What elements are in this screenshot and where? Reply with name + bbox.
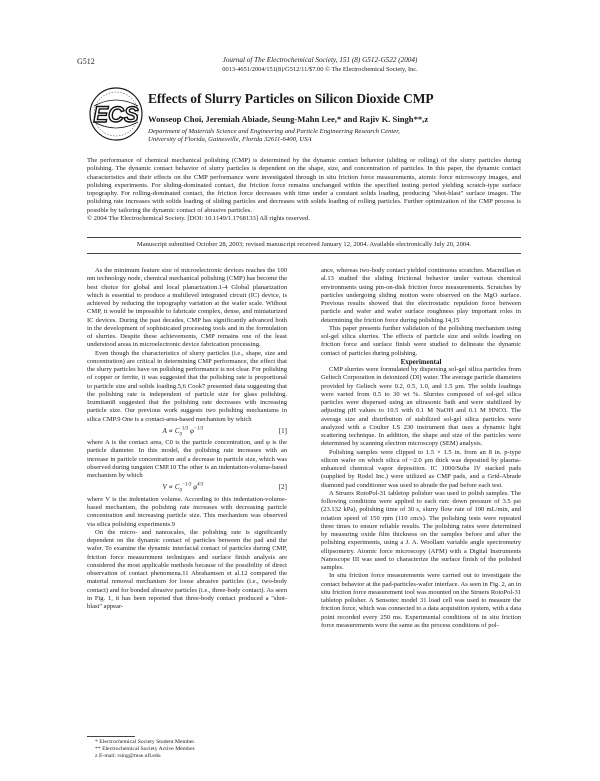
ecs-logo bbox=[88, 86, 144, 142]
footnote-email: z E-mail: rsing@mse.ufl.edu bbox=[95, 753, 161, 760]
ecs-logo-graphic bbox=[88, 86, 144, 142]
experimental-paragraph-2: Polishing samples were clipped to 1.5 × 1.5 in. from an 8 in. p-type silicon wafer on which silica of ~2.0 μm thick was deposited by plasma-enhanced chemical vapor deposition. IC 1000/Suba IV stacked pads (supplied by Rodel Inc.) were utilized as CMP pads, and a Grid-Abrade diamond pad conditioner was used to abrade the pad before each test. bbox=[321, 448, 521, 489]
footnote-active-member: ** Electrochemical Society Active Member. bbox=[95, 746, 196, 753]
equation-2-number: [2] bbox=[278, 483, 287, 492]
abstract-text: The performance of chemical mechanical polishing (CMP) is determined by the dynamic contact behavior (sliding or rolling) of the slurry particles during polishing. The dynamic contact behavior of slurry particles is dependent on the shape, size, and concentration of particles. In this paper, the dynamic contact characteristics and their effects on the CMP performance were investigated through in situ friction force measurements, atomic force microscopy images, and polishing experiments. For sliding-dominated contact, the friction force remains unchanged within the specified testing period yielding scratch-type surface topography. For rolling-dominated contact, the friction force decreases with time under a constant solids loading, producing "shot-blast" surface images. The polishing rate increases with solids loading of sliding particles and decreases with solids loading of rolling particles. Further optimization of the CMP process is possible by tailoring the dynamic contact of abrasive particles. bbox=[87, 157, 521, 214]
logo-text: ECS bbox=[93, 102, 139, 127]
abstract bbox=[87, 157, 521, 223]
intro-paragraph-3: where A is the contact area, C0 is the particle concentration, and φ is the particle diameter. In this model, the polishing rate increases with an increase in particle concentration and a decrease in particle size, which was observed during tungsten CMP.10 The other is an indentation-volume-based mechanism by which bbox=[87, 439, 287, 480]
affiliation bbox=[148, 128, 400, 145]
manuscript-dates: Manuscript submitted October 28, 2003; revised manuscript received January 12, 2004. Available electronically July 20, 2004. bbox=[136, 241, 472, 248]
footnote-rule bbox=[87, 736, 135, 737]
divider-bottom bbox=[87, 253, 521, 254]
intro-paragraph-2: Even though the characteristics of slurry particles (i.e., shape, size and concentration) are critical in determining CMP performance, the effect that the slurry particles have on polishing performance is not clear. For polishing of copper or ferrite, it was suggested that the polishing rate is proportional to particle size and solids loading.5,6 Cook7 presented data suggesting that the polishing rate is independent of particle size for glass polishing. Izumitani8 suggested that the polishing rate decreases with increasing particle size. Our previous work suggests two polishing mechanisms in silica CMP.9 One is a contact-area-based mechanism by which bbox=[87, 349, 287, 423]
equation-1-number: [1] bbox=[278, 426, 287, 435]
page-id: G512 bbox=[77, 57, 95, 66]
column-left bbox=[87, 267, 287, 611]
intro-paragraph-5: On the micro- and nanoscales, the polishing rate is significantly dependent on the dynamic contact of particles between the pad and the wafer. To examine the dynamic interfacial contact of particles during CMP, friction force measurement techniques and surface finish analysis are considered the most applicable methods because of the possibility of direct observation of contact phenomena.11 Abrahamsen et al.12 compared the material removal mechanism for loose abrasive particles (i.e., two-body contact) and for bonded abrasive particles (i.e., three-body contact). As seen in Fig. 1, it has been reported that three-body contact produced a "shot-blast" appear- bbox=[87, 528, 287, 611]
column-right bbox=[321, 267, 521, 630]
journal-header bbox=[130, 56, 510, 74]
journal-line: Journal of The Electrochemical Society, 151 (8) G512-G522 (2004) bbox=[222, 56, 418, 64]
copyright-line: © 2004 The Electrochemical Society. [DOI: 10.1149/1.1768133] All rights reserved. bbox=[87, 214, 311, 222]
equation-1-formula: $A \propto C_0^{1/3}$ $\varphi^{-1/3}$ bbox=[162, 426, 204, 438]
affiliation-line-2: University of Florida, Gainesville, Florida 32611-6400, USA bbox=[148, 136, 312, 144]
footnotes bbox=[95, 739, 196, 761]
divider-top bbox=[87, 237, 521, 238]
code-line: 0013-4651/2004/151(8)/G512/11/$7.00 © The Electrochemical Society, Inc. bbox=[222, 66, 418, 73]
intro-paragraph-6: ance, whereas two-body contact yielded continuous scratches. Macmillan et al.13 studied the sliding frictional behavior under various chemical environments using pin-on-disk friction force measurements. Scratches by particles undergoing sliding motion were observed on the MgO surface. Previous results showed that the electrostatic repulsion force between particle and wafer and wafer surface roughness play important roles in determining the friction force during polishing.14,15 bbox=[321, 267, 521, 324]
experimental-paragraph-3: A Struers RotoPol-31 tabletop polisher was used to polish samples. The following conditions were applied to each run: down pressure of 3.5 psi (23.132 kPa), polishing time of 30 s, slurry flow rate of 100 mL/min, and rotation speed of 150 rpm (110 cm/s). The polishing tests were repeated three times to ensure reliable results. The polishing rates were determined by measuring oxide film thickness on the samples before and after the polishing experiments, using a J. A. Woollam variable angle spectrometry ellipsometry. Atomic force microscopy (AFM) with a Digital Instruments Nanoscope III was used to characterize the surface finish of the polished samples. bbox=[321, 489, 521, 571]
experimental-paragraph-1: CMP slurries were formulated by dispersing sol-gel silica particles from Geltech Corporation in deionized (DI) water. The average particle diameters provided by Geltech were 0.2, 0.5, 1.0, and 1.5 μm. The solids loadings were varied from 0.5 to 30 wt %. Slurries composed of sol-gel silica particles were dispersed using an ultrasonic bath and were stabilized by adjusting pH values to 10.5 with 0.1 M NaOH and 0.1 M HNO3. The average size and distribution of stabilized sol-gel silica particles were analyzed with a Coulter LS 230 instrument that uses a dynamic light scattering technique. In addition, the shape and size of the particles were determined by scanning electron microscopy (SEM) analysis. bbox=[321, 366, 521, 448]
author-list: Wonseop Choi, Jeremiah Abiade, Seung-Mahn Lee,* and Rajiv K. Singh**,z bbox=[148, 114, 429, 124]
equation-1 bbox=[87, 426, 287, 438]
equation-2-formula: $V \propto C_0^{-1/3}$ $\varphi^{4/3}$ bbox=[162, 483, 204, 494]
intro-paragraph-7: This paper presents further validation of the polishing mechanism using sol-gel silica slurries. The effects of particle size and solids loading on friction force and surface finish were studied to delineate the dynamic contact of particles during polishing. bbox=[321, 324, 521, 357]
experimental-paragraph-4: In situ friction force measurements were carried out to investigate the contact behavior at the pad-particles-wafer interface. As seen in Fig. 2, an in situ friction force measurement tool was mounted on the Struers RotoPol-31 tabletop polisher. A Sensotec model 31 load cell was used to measure the friction force, which was connected to a data acquisition system, with a data point recorded every 250 ms. Experimental conditions of in situ friction force measurements were the same as the process conditions of pol- bbox=[321, 572, 522, 629]
affiliation-line-1: Department of Materials Science and Engineering and Particle Engineering Research Center, bbox=[148, 128, 400, 135]
section-heading-experimental: Experimental bbox=[400, 357, 442, 366]
intro-paragraph-1: As the minimum feature size of microelectronic devices reaches the 100 nm technology node, chemical mechanical polishing (CMP) has become the best choice for global and local planarization.1-4 Global planarization which is essential to produce a multilevel integrated circuit (IC) device, is achieved by reducing the topography variation at the wafer scale. Without CMP, it would be impossible to fabricate complex, dense, and miniaturized IC devices. During the past decades, CMP has significantly advanced both in the development of sophisticated processing tools and in the formulation of slurries. Despite these achievements, CMP remains one of the least understood areas in microelectronic device fabrication processing. bbox=[87, 267, 287, 349]
paper-title: Effects of Slurry Particles on Silicon Dioxide CMP bbox=[148, 91, 434, 106]
footnote-student-member: * Electrochemical Society Student Member. bbox=[95, 739, 196, 745]
intro-paragraph-4: where V is the indentation volume. According to this indentation-volume-based mechanism, the polishing rate increases with decreasing particle concentration and increasing particle size. This mechanism was observed via silica polishing experiments.9 bbox=[87, 495, 287, 528]
equation-2 bbox=[87, 483, 287, 494]
